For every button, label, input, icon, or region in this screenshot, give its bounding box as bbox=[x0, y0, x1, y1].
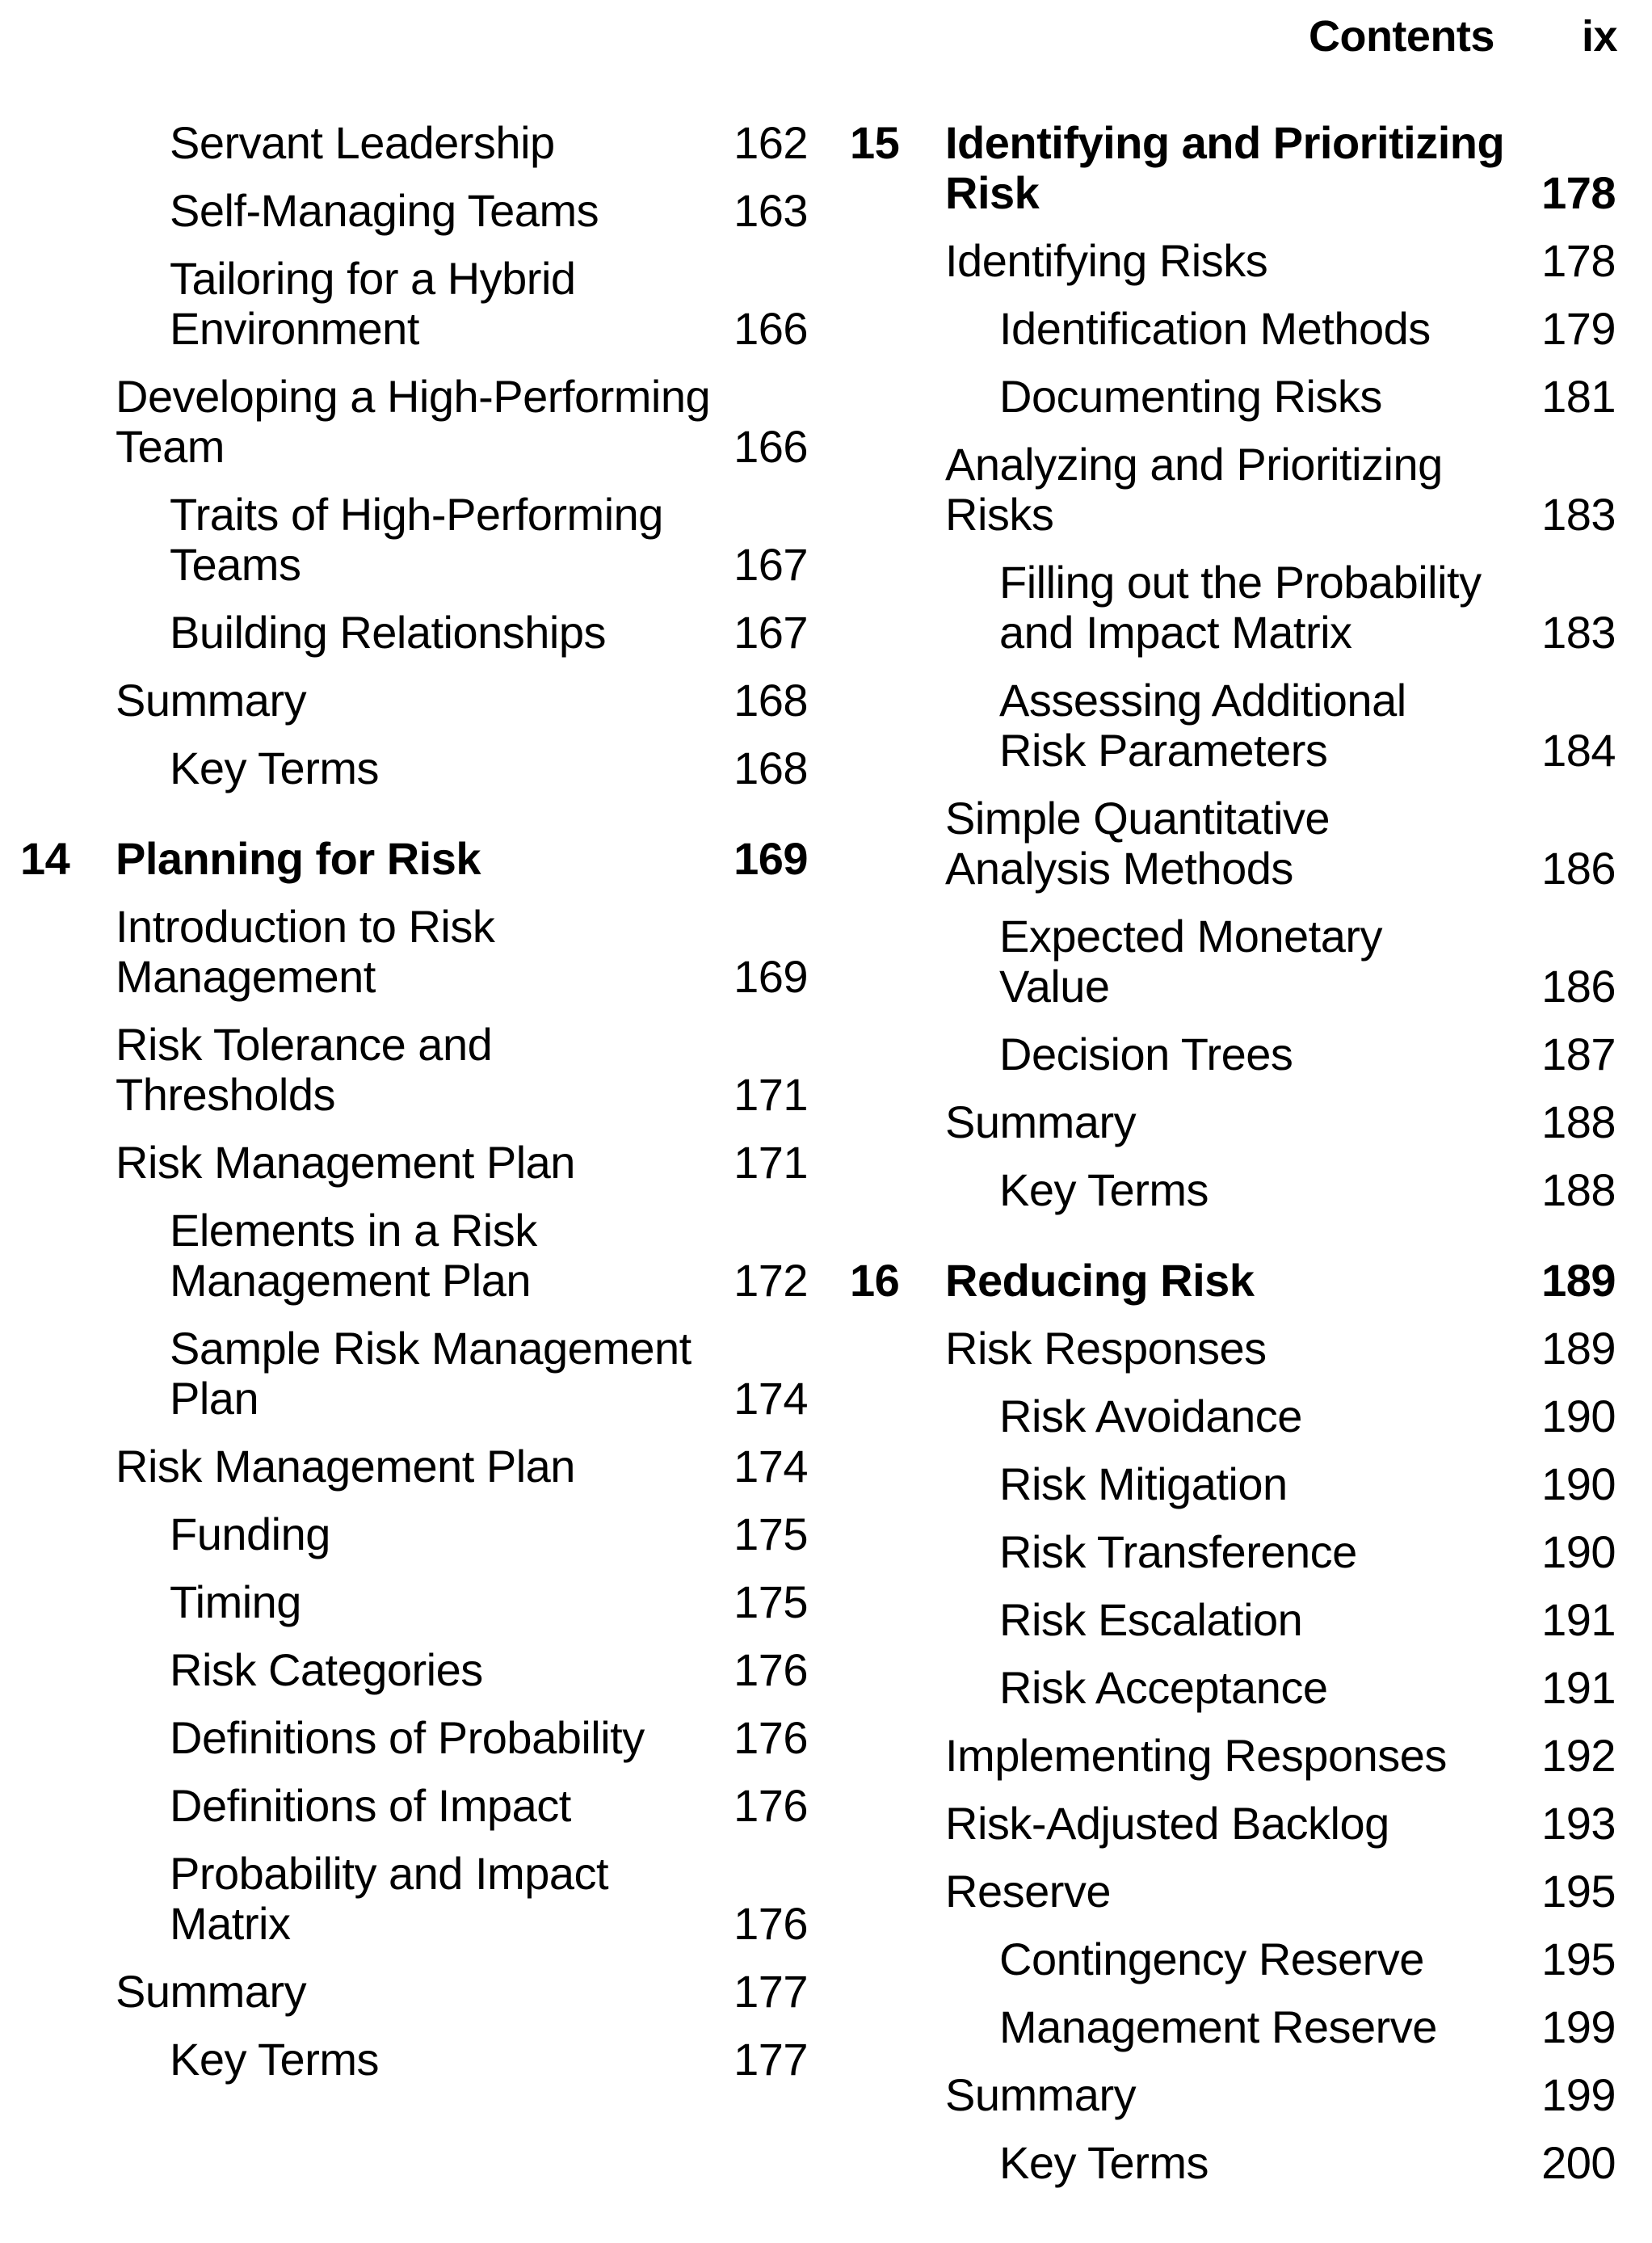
chapter-number: 15 bbox=[850, 117, 900, 168]
entry-title bbox=[170, 608, 606, 658]
entry-title bbox=[170, 490, 663, 590]
chapter-number: 16 bbox=[850, 1255, 900, 1306]
entry-page-number: 190 bbox=[1541, 1458, 1616, 1509]
entry-title-line: Team bbox=[116, 421, 225, 472]
entry-title-line: Summary bbox=[116, 675, 307, 726]
entry-title bbox=[116, 1138, 575, 1188]
toc-entry[interactable] bbox=[20, 1645, 808, 1695]
entry-title bbox=[945, 1097, 1136, 1147]
entry-title-line: Key Terms bbox=[170, 743, 379, 793]
toc-entry[interactable] bbox=[20, 608, 808, 658]
toc-chapter-entry[interactable] bbox=[850, 118, 1616, 218]
toc-entry[interactable] bbox=[20, 1849, 808, 1949]
folio-page-number: ix bbox=[1581, 12, 1617, 61]
entry-title-line: Risk Management Plan bbox=[116, 1441, 575, 1492]
entry-title-line: Building Relationships bbox=[170, 607, 607, 658]
entry-page-number: 168 bbox=[734, 743, 808, 793]
entry-title bbox=[945, 1323, 1267, 1374]
entry-title bbox=[999, 558, 1482, 658]
entry-title-line: Matrix bbox=[170, 1898, 291, 1949]
entry-title bbox=[999, 372, 1382, 422]
entry-title-line: Identifying Risks bbox=[945, 235, 1268, 286]
entry-title bbox=[945, 1256, 1254, 1306]
entry-title-line: Probability and Impact bbox=[170, 1848, 609, 1899]
toc-entry[interactable] bbox=[20, 1781, 808, 1831]
toc-entry[interactable] bbox=[20, 675, 808, 726]
entry-title bbox=[116, 1441, 575, 1492]
entry-title-line: Key Terms bbox=[999, 2137, 1209, 2188]
entry-title-line: and Impact Matrix bbox=[999, 607, 1352, 658]
entry-page-number: 184 bbox=[1541, 725, 1616, 776]
entry-page-number: 179 bbox=[1541, 303, 1616, 354]
toc-entry[interactable] bbox=[850, 1731, 1616, 1781]
toc-column-right bbox=[850, 118, 1616, 2206]
toc-entry[interactable] bbox=[20, 1577, 808, 1627]
entry-title-line: Documenting Risks bbox=[999, 371, 1382, 422]
entry-title bbox=[999, 304, 1431, 354]
toc-entry[interactable] bbox=[20, 490, 808, 590]
toc-entry[interactable] bbox=[850, 1663, 1616, 1713]
entry-title-line: Reducing Risk bbox=[945, 1255, 1255, 1306]
entry-title-line: Introduction to Risk bbox=[116, 901, 495, 952]
entry-title bbox=[170, 1577, 301, 1627]
entry-title-line: Value bbox=[999, 961, 1110, 1012]
entry-page-number: 178 bbox=[1541, 235, 1616, 286]
entry-title-line: Expected Monetary bbox=[999, 911, 1382, 962]
entry-page-number: 200 bbox=[1541, 2137, 1616, 2188]
toc-entry[interactable] bbox=[20, 254, 808, 354]
entry-title-line: Decision Trees bbox=[999, 1029, 1293, 1079]
entry-page-number: 172 bbox=[734, 1255, 808, 1306]
entry-title-line: Assessing Additional bbox=[999, 675, 1406, 726]
entry-title-line: Developing a High-Performing bbox=[116, 371, 711, 422]
entry-page-number: 175 bbox=[734, 1509, 808, 1559]
entry-title-line: Summary bbox=[945, 1096, 1137, 1147]
toc bbox=[0, 118, 1652, 2206]
toc-entry[interactable] bbox=[850, 1029, 1616, 1079]
entry-title-line: Contingency Reserve bbox=[999, 1934, 1424, 1984]
entry-title bbox=[999, 1934, 1424, 1984]
entry-title-line: Key Terms bbox=[999, 1164, 1209, 1215]
entry-page-number: 195 bbox=[1541, 1866, 1616, 1917]
entry-title bbox=[945, 793, 1330, 894]
toc-entry[interactable] bbox=[20, 743, 808, 793]
entry-title bbox=[170, 1849, 608, 1949]
entry-title-line: Summary bbox=[945, 2069, 1137, 2120]
toc-entry[interactable] bbox=[850, 1097, 1616, 1147]
entry-title-line: Risk Categories bbox=[170, 1644, 483, 1695]
toc-entry[interactable] bbox=[20, 1020, 808, 1120]
entry-title-line: Filling out the Probability bbox=[999, 557, 1482, 608]
entry-title-line: Identifying and Prioritizing bbox=[945, 117, 1505, 168]
page-title: Contents bbox=[1308, 12, 1494, 61]
entry-title-line: Timing bbox=[170, 1576, 301, 1627]
toc-entry[interactable] bbox=[20, 372, 808, 472]
toc-entry[interactable] bbox=[850, 304, 1616, 354]
entry-page-number: 169 bbox=[734, 833, 808, 884]
entry-title bbox=[170, 1509, 330, 1559]
entry-title bbox=[116, 1020, 492, 1120]
entry-title bbox=[999, 1391, 1302, 1441]
entry-title-line: Elements in a Risk bbox=[170, 1205, 537, 1256]
toc-column-left bbox=[20, 118, 808, 2206]
entry-page-number: 176 bbox=[734, 1712, 808, 1763]
entry-title-line: Management Plan bbox=[170, 1255, 532, 1306]
entry-page-number: 163 bbox=[734, 185, 808, 236]
toc-entry[interactable] bbox=[850, 372, 1616, 422]
entry-title bbox=[999, 1029, 1293, 1079]
entry-title-line: Risk Escalation bbox=[999, 1594, 1303, 1645]
entry-page-number: 167 bbox=[734, 607, 808, 658]
toc-entry[interactable] bbox=[850, 1799, 1616, 1849]
entry-page-number: 176 bbox=[734, 1780, 808, 1831]
entry-title bbox=[170, 1645, 483, 1695]
entry-title bbox=[170, 118, 555, 168]
entry-page-number: 181 bbox=[1541, 371, 1616, 422]
toc-entry[interactable] bbox=[20, 186, 808, 236]
entry-page-number: 171 bbox=[734, 1069, 808, 1120]
toc-entry[interactable] bbox=[850, 1391, 1616, 1441]
entry-title bbox=[945, 1799, 1389, 1849]
entry-title bbox=[999, 1459, 1288, 1509]
toc-entry[interactable] bbox=[850, 236, 1616, 286]
entry-title bbox=[945, 1731, 1447, 1781]
entry-title bbox=[170, 1781, 571, 1831]
entry-page-number: 183 bbox=[1541, 489, 1616, 540]
entry-page-number: 199 bbox=[1541, 2069, 1616, 2120]
toc-chapter-entry[interactable] bbox=[20, 834, 808, 884]
toc-entry[interactable] bbox=[850, 558, 1616, 658]
entry-page-number: 174 bbox=[734, 1441, 808, 1492]
toc-entry[interactable] bbox=[850, 440, 1616, 540]
entry-title bbox=[945, 236, 1267, 286]
toc-entry[interactable] bbox=[850, 1866, 1616, 1917]
entry-page-number: 188 bbox=[1541, 1164, 1616, 1215]
entry-title-line: Risk Management Plan bbox=[116, 1137, 575, 1188]
entry-page-number: 177 bbox=[734, 1966, 808, 2017]
entry-page-number: 171 bbox=[734, 1137, 808, 1188]
entry-page-number: 187 bbox=[1541, 1029, 1616, 1079]
entry-page-number: 193 bbox=[1541, 1798, 1616, 1849]
entry-title bbox=[999, 1527, 1357, 1577]
entry-title-line: Self-Managing Teams bbox=[170, 185, 599, 236]
entry-title-line: Identification Methods bbox=[999, 303, 1431, 354]
entry-title bbox=[999, 1663, 1327, 1713]
entry-page-number: 186 bbox=[1541, 843, 1616, 894]
entry-page-number: 189 bbox=[1541, 1323, 1616, 1374]
entry-title bbox=[170, 2035, 379, 2085]
entry-title-line: Tailoring for a Hybrid bbox=[170, 253, 576, 304]
entry-title-line: Implementing Responses bbox=[945, 1730, 1447, 1781]
entry-page-number: 175 bbox=[734, 1576, 808, 1627]
entry-title-line: Definitions of Impact bbox=[170, 1780, 571, 1831]
chapter-number: 14 bbox=[20, 833, 70, 884]
toc-entry[interactable] bbox=[850, 1934, 1616, 1984]
entry-title bbox=[999, 675, 1406, 776]
entry-page-number: 176 bbox=[734, 1644, 808, 1695]
toc-entry[interactable] bbox=[20, 1967, 808, 2017]
entry-page-number: 183 bbox=[1541, 607, 1616, 658]
entry-title-line: Risk Avoidance bbox=[999, 1391, 1302, 1441]
entry-title-line: Analyzing and Prioritizing bbox=[945, 439, 1443, 490]
toc-entry[interactable] bbox=[20, 1441, 808, 1492]
entry-title-line: Funding bbox=[170, 1509, 330, 1559]
entry-title-line: Risk-Adjusted Backlog bbox=[945, 1798, 1389, 1849]
toc-entry[interactable] bbox=[850, 675, 1616, 776]
entry-title-line: Planning for Risk bbox=[116, 833, 481, 884]
entry-title-line: Environment bbox=[170, 303, 419, 354]
entry-title-line: Teams bbox=[170, 539, 301, 590]
entry-page-number: 167 bbox=[734, 539, 808, 590]
entry-page-number: 191 bbox=[1541, 1662, 1616, 1713]
toc-entry[interactable] bbox=[850, 793, 1616, 894]
entry-title-line: Traits of High-Performing bbox=[170, 489, 663, 540]
entry-title bbox=[116, 902, 494, 1002]
entry-page-number: 190 bbox=[1541, 1391, 1616, 1441]
entry-title bbox=[999, 2138, 1209, 2188]
entry-title bbox=[170, 1713, 645, 1763]
entry-page-number: 188 bbox=[1541, 1096, 1616, 1147]
entry-title-line: Risk Transference bbox=[999, 1526, 1357, 1577]
entry-title-line: Risk Mitigation bbox=[999, 1458, 1288, 1509]
entry-title bbox=[999, 2002, 1437, 2052]
toc-entry[interactable] bbox=[850, 1323, 1616, 1374]
toc-entry[interactable] bbox=[20, 1138, 808, 1188]
toc-entry[interactable] bbox=[850, 1595, 1616, 1645]
toc-entry[interactable] bbox=[20, 902, 808, 1002]
entry-page-number: 178 bbox=[1541, 167, 1616, 218]
toc-entry[interactable] bbox=[20, 118, 808, 168]
entry-title-line: Key Terms bbox=[170, 2034, 379, 2085]
toc-entry[interactable] bbox=[850, 2138, 1616, 2188]
toc-entry[interactable] bbox=[850, 2002, 1616, 2052]
toc-entry[interactable] bbox=[850, 1527, 1616, 1577]
toc-entry[interactable] bbox=[20, 1713, 808, 1763]
entry-title bbox=[999, 911, 1382, 1012]
entry-title bbox=[170, 1206, 537, 1306]
entry-page-number: 174 bbox=[734, 1373, 808, 1424]
toc-entry[interactable] bbox=[20, 1323, 808, 1424]
entry-page-number: 199 bbox=[1541, 2001, 1616, 2052]
entry-title-line: Simple Quantitative bbox=[945, 793, 1330, 844]
entry-title-line: Summary bbox=[116, 1966, 307, 2017]
entry-title bbox=[999, 1595, 1302, 1645]
toc-chapter-entry[interactable] bbox=[850, 1256, 1616, 1306]
entry-page-number: 176 bbox=[734, 1898, 808, 1949]
entry-title-line: Management bbox=[116, 951, 376, 1002]
toc-entry[interactable] bbox=[850, 911, 1616, 1012]
entry-page-number: 168 bbox=[734, 675, 808, 726]
entry-title bbox=[945, 118, 1504, 218]
entry-title-line: Risk Acceptance bbox=[999, 1662, 1328, 1713]
entry-title-line: Plan bbox=[170, 1373, 259, 1424]
entry-title bbox=[945, 2070, 1136, 2120]
entry-page-number: 189 bbox=[1541, 1255, 1616, 1306]
entry-title-line: Definitions of Probability bbox=[170, 1712, 645, 1763]
toc-entry[interactable] bbox=[20, 1206, 808, 1306]
entry-title-line: Risk Responses bbox=[945, 1323, 1267, 1374]
entry-title bbox=[116, 1967, 306, 2017]
entry-title bbox=[170, 186, 599, 236]
entry-page-number: 162 bbox=[734, 117, 808, 168]
entry-title bbox=[945, 1866, 1111, 1917]
entry-page-number: 192 bbox=[1541, 1730, 1616, 1781]
entry-title bbox=[945, 440, 1443, 540]
entry-title-line: Risks bbox=[945, 489, 1054, 540]
entry-page-number: 190 bbox=[1541, 1526, 1616, 1577]
entry-title-line: Risk Parameters bbox=[999, 725, 1328, 776]
entry-page-number: 177 bbox=[734, 2034, 808, 2085]
toc-entry[interactable] bbox=[20, 2035, 808, 2085]
entry-title-line: Servant Leadership bbox=[170, 117, 555, 168]
entry-page-number: 166 bbox=[734, 421, 808, 472]
entry-title bbox=[116, 372, 710, 472]
entry-title-line: Management Reserve bbox=[999, 2001, 1437, 2052]
entry-page-number: 191 bbox=[1541, 1594, 1616, 1645]
toc-entry[interactable] bbox=[850, 2070, 1616, 2120]
entry-title bbox=[170, 1323, 691, 1424]
toc-entry[interactable] bbox=[20, 1509, 808, 1559]
entry-title bbox=[999, 1165, 1209, 1215]
toc-entry[interactable] bbox=[850, 1165, 1616, 1215]
running-head bbox=[0, 0, 1652, 61]
entry-page-number: 195 bbox=[1541, 1934, 1616, 1984]
entry-page-number: 166 bbox=[734, 303, 808, 354]
entry-title-line: Analysis Methods bbox=[945, 843, 1293, 894]
entry-title-line: Sample Risk Management bbox=[170, 1323, 691, 1374]
entry-title bbox=[116, 675, 306, 726]
toc-entry[interactable] bbox=[850, 1459, 1616, 1509]
entry-title bbox=[170, 743, 379, 793]
entry-page-number: 186 bbox=[1541, 961, 1616, 1012]
entry-title bbox=[116, 834, 481, 884]
entry-title-line: Risk bbox=[945, 167, 1040, 218]
entry-title bbox=[170, 254, 576, 354]
entry-title-line: Risk Tolerance and bbox=[116, 1019, 493, 1070]
entry-title-line: Reserve bbox=[945, 1866, 1112, 1917]
entry-title-line: Thresholds bbox=[116, 1069, 336, 1120]
entry-page-number: 169 bbox=[734, 951, 808, 1002]
